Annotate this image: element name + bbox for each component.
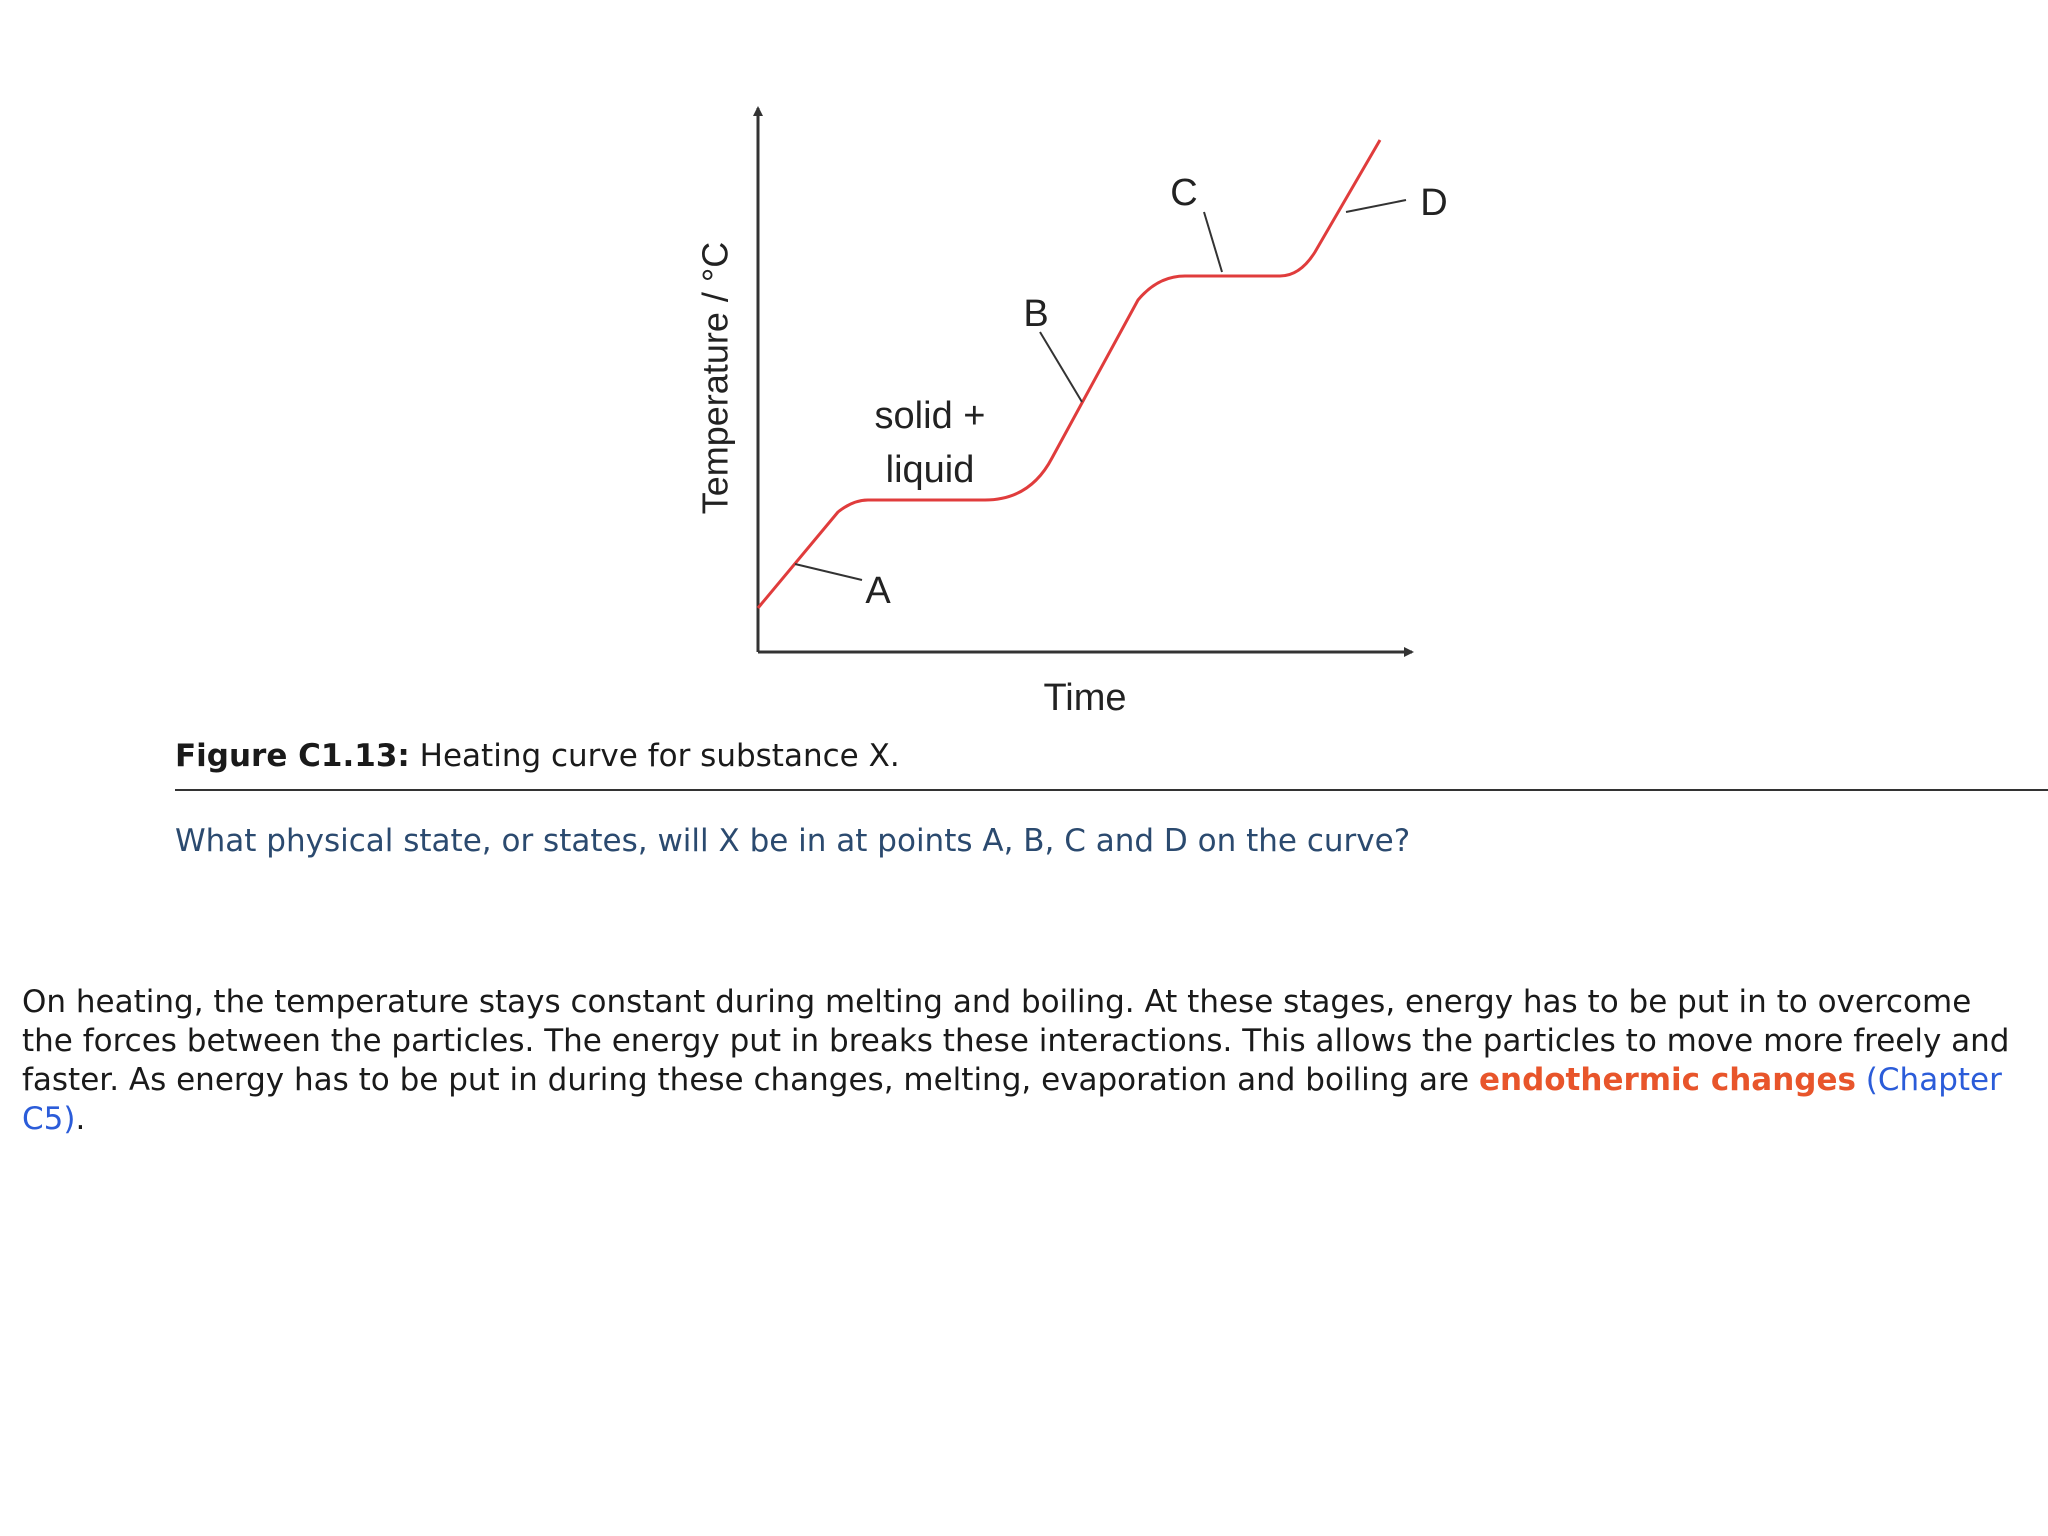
figure-caption-label: Figure C1.13:: [175, 738, 410, 774]
explanation-text: On heating, the temperature stays constant during melting and boiling. At these stages, energy has to be put in to overcome the forces between the particles. The energy put in breaks these interactions. This allows the particles to move more freely and faster. As energy has to be put in during these changes, melting, evaporation and boiling are: [22, 984, 2010, 1098]
sentence-end: .: [75, 1101, 86, 1137]
figure-caption: [175, 738, 900, 774]
question-text: What physical state, or states, will X be in at points A, B, C and D on the curve?: [175, 823, 1411, 859]
explanation-paragraph: [22, 983, 2022, 1139]
point-label-d: D: [1420, 182, 1448, 224]
heating-curve-line: [758, 140, 1380, 608]
point-label-c: C: [1170, 172, 1198, 214]
keyword-endothermic-changes: endothermic changes: [1478, 1062, 1856, 1098]
point-label-b: B: [1023, 293, 1049, 335]
leader-line-d: [1346, 200, 1406, 212]
section-divider: [175, 789, 2048, 791]
leader-line-c: [1204, 212, 1222, 272]
phase-annotation-line1: solid +: [874, 395, 986, 437]
chapter-c5-link[interactable]: Chapter C5: [22, 1062, 2002, 1137]
leader-line-a: [795, 564, 862, 580]
x-axis-label: Time: [1043, 677, 1127, 719]
y-axis-label: Temperature / °C: [694, 241, 736, 515]
point-label-a: A: [865, 570, 891, 612]
paren-open: (: [1855, 1062, 1878, 1098]
leader-line-b: [1040, 332, 1082, 402]
phase-annotation-line2: liquid: [885, 449, 975, 491]
paren-close: ): [63, 1101, 76, 1137]
figure-caption-text: Heating curve for substance X.: [409, 738, 900, 774]
